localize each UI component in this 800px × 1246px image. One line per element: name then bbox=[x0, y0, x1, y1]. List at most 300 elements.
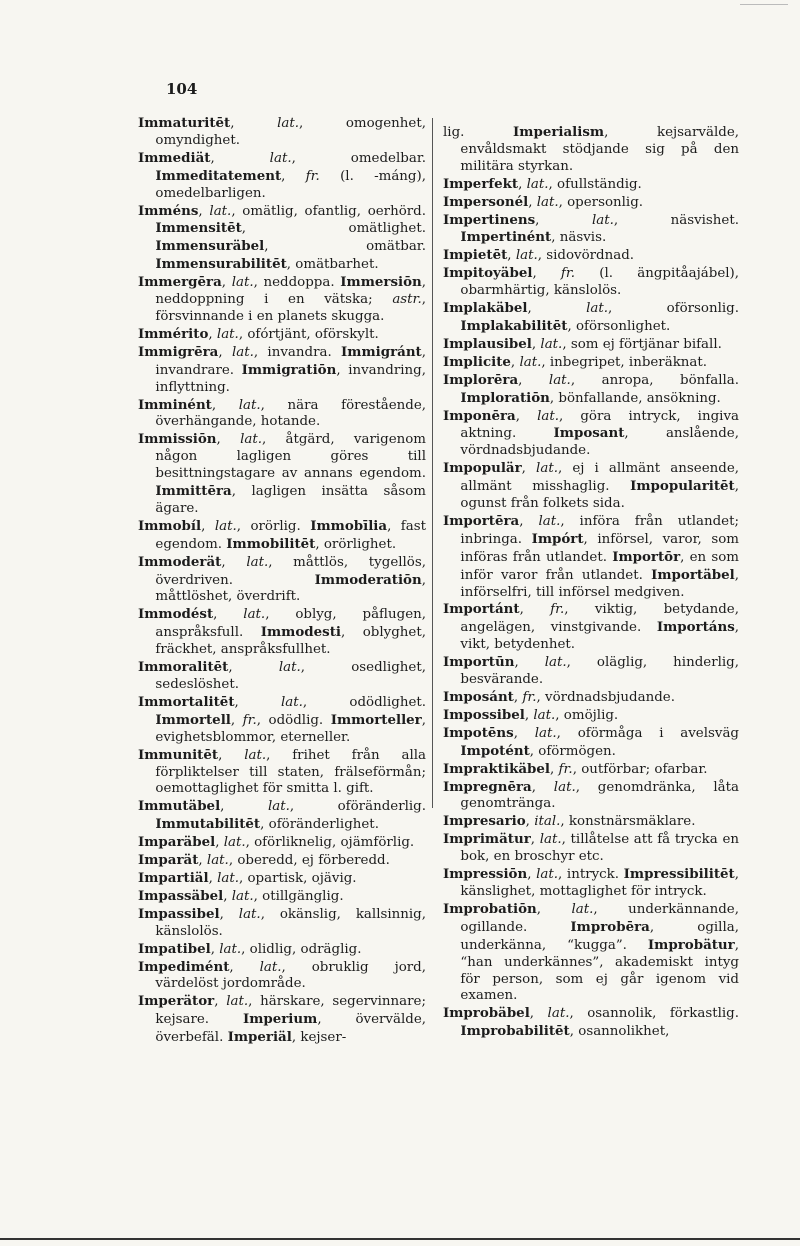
definition-text: , fast egendom. bbox=[155, 518, 426, 552]
headword: Immaturitēt bbox=[138, 115, 231, 131]
definition-text: , vördnadsbjudande. bbox=[536, 690, 675, 705]
definition-text: , ogunst från folkets sida. bbox=[460, 479, 739, 512]
definition-text: , bbox=[219, 906, 239, 922]
definition-text: , oföränderlighet. bbox=[260, 817, 379, 833]
definition-text: , oberedd, ej förberedd. bbox=[228, 853, 390, 869]
definition-text: , bbox=[510, 354, 520, 370]
headword: Impassibel bbox=[138, 905, 220, 922]
definition-text: , oläglig, hinderlig, besvärande. bbox=[460, 655, 739, 688]
language-label: lat. bbox=[231, 888, 254, 904]
headword: Implicite bbox=[443, 353, 511, 370]
definition-text: , opartisk, ojävig. bbox=[238, 870, 357, 886]
definition-text: , bbox=[536, 901, 572, 917]
dictionary-entry bbox=[138, 554, 426, 607]
language-label: lat. bbox=[277, 116, 299, 131]
definition-text: , bbox=[230, 116, 278, 131]
headword: Impersonél bbox=[443, 193, 529, 210]
language-label: lat. bbox=[571, 901, 594, 917]
language-label: lat. bbox=[217, 870, 239, 886]
definition-text: , känslighet, mottaglighet för intryck. bbox=[460, 867, 739, 899]
definition-text: , osannolik, förkastlig. bbox=[569, 1006, 739, 1022]
definition-text: , kejsarvälde, envåldsmakt stödjande sig på den militära styrkan. bbox=[460, 125, 739, 174]
dictionary-entry bbox=[138, 518, 426, 554]
definition-text: , bbox=[535, 212, 592, 228]
language-label: lat. bbox=[591, 212, 614, 228]
language-label: fr. bbox=[522, 690, 537, 705]
dictionary-entry bbox=[443, 176, 739, 194]
definition-text: , “han underkännes”, akademiskt intyg för person, som ej går igenom vid examen. bbox=[460, 937, 739, 1004]
headword: Imperiäl bbox=[227, 1029, 292, 1046]
dictionary-entry bbox=[138, 798, 426, 834]
definition-text: , evighetsblommor, eterneller. bbox=[155, 712, 426, 745]
definition-text: , bbox=[519, 602, 551, 618]
definition-text: , bbox=[218, 344, 232, 360]
headword: Impietēt bbox=[443, 247, 508, 264]
language-label: lat. bbox=[547, 1006, 570, 1022]
definition-text: , näsvis. bbox=[551, 230, 607, 246]
dictionary-entry bbox=[443, 813, 739, 831]
definition-text: , ej i allmänt anseende, allmänt misshaglig. bbox=[460, 461, 739, 495]
dictionary-entry bbox=[138, 606, 426, 659]
headword: Imperialism bbox=[513, 124, 605, 140]
headword: Imperium bbox=[242, 1011, 318, 1028]
definition-text: , kejser- bbox=[291, 1030, 347, 1046]
language-label: lat. bbox=[267, 799, 290, 815]
language-label: lat. bbox=[526, 176, 549, 192]
dictionary-entry bbox=[138, 344, 426, 397]
language-label: lat. bbox=[219, 941, 242, 957]
language-label: lat. bbox=[536, 461, 558, 477]
headword: Impassäbel bbox=[138, 887, 224, 904]
definition-text: , bbox=[524, 707, 534, 723]
headword: Implorēra bbox=[443, 371, 519, 388]
definition-text: , ogilla, underkänna, “kugga”. bbox=[460, 919, 739, 953]
definition-text: , intryck. bbox=[558, 867, 624, 883]
definition-text: , nära förestående, överhängande, hotande. bbox=[155, 397, 426, 430]
definition-text: , omätbarhet. bbox=[286, 257, 379, 273]
dictionary-entry bbox=[138, 747, 426, 799]
definition-text: , omöjlig. bbox=[555, 707, 619, 723]
definition-text: , bbox=[198, 203, 210, 219]
definition-text: , oblyghet, fräckhet, anspråksfullhet. bbox=[155, 625, 426, 658]
language-label: lat. bbox=[519, 354, 542, 370]
headword: Immittēra bbox=[155, 483, 232, 500]
dictionary-entry bbox=[138, 906, 426, 941]
headword: Imposánt bbox=[443, 689, 514, 705]
headword: Importánt bbox=[443, 601, 520, 618]
headword: Impatibel bbox=[138, 940, 211, 957]
headword: Immigratiōn bbox=[241, 361, 337, 378]
scan-bottom-edge bbox=[0, 1238, 800, 1240]
language-label: lat. bbox=[244, 747, 267, 763]
language-label: lat. bbox=[515, 248, 538, 264]
definition-text: , neddoppa. bbox=[253, 275, 341, 291]
language-label: lat. bbox=[231, 344, 254, 360]
headword: Immorteller bbox=[330, 711, 422, 728]
language-label: lat. bbox=[214, 518, 237, 534]
headword: Impotēns bbox=[443, 724, 514, 741]
headword: Immutäbel bbox=[138, 798, 221, 815]
headword: Implausibel bbox=[443, 335, 532, 352]
definition-text: , orörlighet. bbox=[315, 536, 397, 552]
headword: Immunitēt bbox=[138, 746, 219, 763]
headword: Improbäbel bbox=[443, 1005, 530, 1022]
language-label: lat. bbox=[553, 779, 576, 795]
definition-text: , vikt, betydenhet. bbox=[460, 620, 739, 653]
dictionary-entry bbox=[138, 274, 426, 326]
headword: Immortalitēt bbox=[138, 693, 235, 710]
definition-text: , åtgärd, varigenom någon lagligen göres till besittningstagare av annans egendom. bbox=[155, 432, 427, 482]
headword: Imposant bbox=[553, 425, 625, 442]
definition-text: , bönfallande, ansökning. bbox=[549, 390, 721, 406]
dictionary-entry bbox=[443, 124, 739, 176]
dictionary-entry bbox=[138, 397, 426, 432]
headword: Impertinens bbox=[443, 211, 536, 228]
definition-text: , bbox=[531, 779, 554, 795]
definition-text: , bbox=[513, 725, 535, 741]
definition-text: , bbox=[514, 655, 545, 671]
definition-text: , en som inför varor från utlandet. bbox=[460, 549, 739, 583]
headword: Immobilitēt bbox=[226, 535, 316, 552]
definition-text: , införsel, varor, som införas från utlandet. bbox=[460, 531, 739, 565]
language-label: lat. bbox=[533, 707, 556, 723]
definition-text: , odödlig. bbox=[256, 712, 331, 728]
headword: Impressiōn bbox=[443, 866, 528, 883]
dictionary-entry bbox=[443, 831, 739, 866]
definition-text: , bbox=[281, 168, 306, 184]
headword: Imploratiōn bbox=[460, 389, 550, 406]
definition-text: , bbox=[532, 266, 561, 282]
headword: Impartiäl bbox=[138, 869, 209, 886]
definition-text: , okänslig, kallsinnig, känslolös. bbox=[155, 906, 426, 939]
headword: Imméns bbox=[138, 202, 199, 219]
definition-text: , bbox=[228, 660, 279, 676]
language-label: lat. bbox=[240, 432, 262, 448]
language-label: lat. bbox=[246, 554, 269, 570]
dictionary-entry bbox=[443, 901, 739, 1005]
definition-text: , omogenhet, omyndighet. bbox=[155, 116, 426, 148]
definition-text: , underkännande, ogillande. bbox=[460, 901, 739, 935]
headword: Immoderatiōn bbox=[314, 571, 422, 588]
definition-text: , neddoppning i en vätska; bbox=[155, 275, 426, 308]
headword: Improbēra bbox=[570, 918, 650, 935]
headword: Implakäbel bbox=[443, 300, 528, 317]
headword: Improbätur bbox=[647, 936, 735, 953]
definition-text: , oförmåga i avelsväg bbox=[556, 725, 740, 741]
definition-text: , bbox=[518, 372, 549, 388]
dictionary-entry bbox=[443, 194, 739, 212]
headword: Improbatiōn bbox=[443, 900, 537, 917]
definition-text: , oförsonlighet. bbox=[567, 318, 671, 334]
language-label: lat. bbox=[536, 194, 559, 210]
definition-text: , bbox=[527, 867, 537, 883]
language-label: lat. bbox=[243, 607, 266, 623]
definition-text: , bbox=[527, 301, 587, 317]
dictionary-entry bbox=[443, 866, 739, 901]
headword: Importáns bbox=[656, 619, 735, 636]
headword: Imparät bbox=[138, 852, 199, 869]
definition-text: , bbox=[223, 888, 232, 904]
headword: Immensurabilitēt bbox=[155, 256, 287, 273]
definition-text: , lagligen insätta såsom ägare. bbox=[155, 484, 426, 516]
definition-text: , omätlig, ofantlig, oerhörd. bbox=[231, 203, 427, 219]
definition-text: , bbox=[230, 712, 243, 728]
dictionary-entry bbox=[138, 694, 426, 747]
language-label: fr. bbox=[558, 761, 573, 777]
definition-text: , bbox=[515, 408, 538, 424]
left-column bbox=[138, 115, 426, 1047]
dictionary-entry bbox=[138, 888, 426, 906]
definition-text: , ofórtjänt, oförskylt. bbox=[238, 326, 379, 342]
language-label: lat. bbox=[586, 301, 608, 317]
definition-text: , viktig, betydande, angelägen, vinstgivande. bbox=[460, 602, 739, 636]
language-label: fr. bbox=[305, 168, 320, 184]
definition-text: , bbox=[210, 941, 220, 957]
definition-text: , ofullständig. bbox=[548, 176, 642, 192]
language-label: fr. bbox=[560, 266, 576, 282]
headword: Imminént bbox=[138, 396, 212, 413]
headword: Imparäbel bbox=[138, 834, 216, 851]
headword: Immoderät bbox=[138, 553, 222, 570]
headword: Immutabilitēt bbox=[155, 816, 261, 833]
definition-text: , bbox=[507, 248, 516, 264]
language-label: lat. bbox=[226, 994, 249, 1010]
definition-text: , olidlig, odräglig. bbox=[241, 941, 362, 957]
language-label: fr. bbox=[550, 602, 565, 618]
definition-text: , omätlighet. bbox=[241, 221, 426, 237]
language-label: lat. bbox=[278, 660, 301, 676]
headword: Immersiōn bbox=[340, 274, 422, 291]
definition-text: , bbox=[519, 513, 539, 529]
headword: Importäbel bbox=[651, 566, 735, 583]
headword: Impopularitēt bbox=[630, 478, 735, 495]
definition-text: , bbox=[229, 959, 260, 975]
dictionary-entry bbox=[138, 870, 426, 888]
dictionary-entry bbox=[443, 601, 739, 654]
headword: Imprimätur bbox=[443, 831, 531, 848]
definition-text: , genomdränka, låta genomtränga. bbox=[460, 779, 740, 812]
language-label: lat. bbox=[231, 275, 254, 291]
definition-text: , bbox=[220, 799, 268, 815]
definition-text: , oblyg, påflugen, anspråksfull. bbox=[155, 607, 426, 641]
language-label: lat. bbox=[548, 372, 571, 388]
headword: Impraktikäbel bbox=[443, 760, 551, 777]
definition-text: , bbox=[518, 176, 527, 192]
headword: Immoralitēt bbox=[138, 659, 229, 676]
language-label: lat. bbox=[223, 835, 246, 851]
dictionary-entry bbox=[443, 372, 739, 408]
definition-text: , införselfri, till införsel medgiven. bbox=[460, 567, 739, 600]
headword: Immigrēra bbox=[138, 343, 219, 360]
headword: Impresario bbox=[443, 813, 526, 830]
definition-text: , oföränderlig. bbox=[289, 799, 426, 815]
dictionary-entry bbox=[443, 1005, 739, 1041]
definition-text: , bbox=[216, 432, 241, 448]
language-label: lat. bbox=[534, 725, 557, 741]
definition-text: , bbox=[234, 694, 282, 710]
headword: Immergēra bbox=[138, 274, 222, 291]
column-divider bbox=[432, 118, 433, 808]
definition-text: , anslående, vördnadsbjudande. bbox=[460, 426, 739, 459]
headword: Imperätor bbox=[138, 993, 215, 1010]
definition-text: , oförmögen. bbox=[529, 743, 616, 759]
headword: Immodést bbox=[138, 606, 214, 623]
headword: Impossibel bbox=[443, 706, 525, 723]
dictionary-entry bbox=[443, 336, 739, 354]
definition-text: , orörlig. bbox=[236, 518, 311, 534]
definition-text: , göra intryck, ingiva aktning. bbox=[460, 408, 739, 442]
dictionary-entry bbox=[138, 852, 426, 870]
definition-text: , konstnärsmäklare. bbox=[560, 814, 696, 830]
headword: Implakabilitēt bbox=[460, 317, 568, 334]
definition-text: , försvinnande i en planets skugga. bbox=[155, 292, 426, 324]
definition-text: , bbox=[221, 554, 247, 570]
headword: Importēra bbox=[443, 512, 520, 529]
definition-text: (l. ängpitåajábel), obarmhärtig, känslolös. bbox=[460, 266, 740, 299]
headword: Imperfekt bbox=[443, 175, 519, 192]
headword: Immérito bbox=[138, 325, 209, 342]
dictionary-entry bbox=[138, 959, 426, 994]
dictionary-entry bbox=[138, 834, 426, 852]
dictionary-entry bbox=[138, 431, 426, 518]
definition-text: , bbox=[201, 518, 215, 534]
language-label: lat. bbox=[259, 959, 282, 975]
definition-text: , som ej förtjänar bifall. bbox=[562, 336, 722, 352]
headword: Immensuräbel bbox=[155, 238, 265, 255]
definition-text: , oförliknelig, ojämförlig. bbox=[245, 835, 415, 851]
headword: Immediät bbox=[138, 149, 211, 166]
language-label: fr. bbox=[242, 712, 257, 728]
language-label: lat. bbox=[216, 326, 239, 342]
definition-text: , bbox=[208, 326, 217, 342]
definition-text: , invandring, inflyttning. bbox=[155, 362, 426, 395]
definition-text: , inbegripet, inberäknat. bbox=[541, 354, 708, 370]
headword: Impopulär bbox=[443, 460, 522, 477]
definition-text: , opersonlig. bbox=[558, 194, 644, 210]
definition-text: , omätbar. bbox=[264, 239, 426, 255]
language-label: lat. bbox=[544, 655, 567, 671]
definition-text: , invandrare. bbox=[155, 344, 427, 378]
definition-text: , osedlighet, sedeslöshet. bbox=[155, 660, 426, 692]
language-label: lat. bbox=[209, 203, 232, 219]
headword: Impregnēra bbox=[443, 778, 532, 795]
headword: Importūn bbox=[443, 654, 515, 671]
headword: Immissiōn bbox=[138, 431, 217, 448]
definition-text: , tillåtelse att få trycka en bok, en broschyr etc. bbox=[460, 832, 739, 865]
definition-text: , sidovördnad. bbox=[537, 248, 635, 264]
headword: Immobíl bbox=[138, 517, 202, 534]
headword: Immortell bbox=[155, 711, 231, 728]
headword: Immeditatement bbox=[155, 167, 282, 184]
definition-text: , bbox=[213, 607, 244, 623]
dictionary-entry bbox=[138, 659, 426, 694]
dictionary-entry bbox=[443, 707, 739, 725]
headword: Impitoyäbel bbox=[443, 265, 533, 282]
definition-text: , bbox=[529, 1006, 548, 1022]
scan-corner-mark bbox=[740, 4, 788, 5]
definition-text: , måttlös, tygellös, överdriven. bbox=[155, 554, 426, 588]
definition-text: , bbox=[215, 835, 224, 851]
definition-text: , måttlöshet, överdrift. bbox=[155, 572, 426, 605]
language-label: lat. bbox=[540, 336, 563, 352]
definition-text: , bbox=[525, 814, 535, 830]
definition-text: , övervälde, överbefäl. bbox=[155, 1012, 426, 1046]
headword: Impórt bbox=[531, 530, 584, 547]
definition-text: , bbox=[218, 747, 245, 763]
definition-text: , bbox=[521, 461, 537, 477]
language-label: lat. bbox=[539, 832, 562, 848]
definition-text: , outförbar; ofarbar. bbox=[572, 761, 708, 777]
dictionary-entry bbox=[443, 354, 739, 372]
headword: Imponēra bbox=[443, 407, 516, 424]
definition-text: (l. -máng), omedelbarligen. bbox=[155, 168, 426, 201]
language-label: astr. bbox=[392, 292, 422, 308]
dictionary-entry bbox=[443, 513, 739, 602]
definition-text: , bbox=[221, 275, 232, 291]
right-column bbox=[443, 124, 739, 1041]
language-label: ital. bbox=[534, 814, 561, 830]
language-label: lat. bbox=[538, 513, 561, 529]
definition-text: , omedelbar. bbox=[291, 150, 427, 166]
dictionary-entry bbox=[443, 300, 739, 336]
language-label: lat. bbox=[238, 906, 261, 922]
definition-text: , bbox=[198, 853, 207, 869]
definition-text: , osannolikhet, bbox=[569, 1024, 670, 1040]
definition-text: , oförsonlig. bbox=[607, 301, 740, 317]
dictionary-entry bbox=[443, 725, 739, 761]
definition-text: , införa från utlandet; inbringa. bbox=[460, 513, 740, 547]
definition-text: , frihet från alla förpliktelser till staten, frälseförmån; oemottaglighet för smitta l. gift. bbox=[155, 747, 427, 797]
language-label: lat. bbox=[269, 150, 292, 166]
dictionary-entry bbox=[138, 150, 426, 203]
dictionary-entry bbox=[443, 408, 739, 461]
language-label: lat. bbox=[281, 694, 303, 710]
definition-text: , bbox=[211, 397, 239, 413]
definition-text: , anropa, bönfalla. bbox=[570, 372, 739, 388]
dictionary-entry bbox=[443, 654, 739, 689]
headword: Impressibilitēt bbox=[623, 866, 735, 883]
definition-text: , bbox=[528, 194, 537, 210]
definition-text: , bbox=[550, 761, 559, 777]
headword: Immigránt bbox=[341, 343, 422, 360]
headword: Immensitēt bbox=[155, 220, 242, 237]
headword: Improbabilitēt bbox=[460, 1023, 570, 1040]
definition-text: , bbox=[208, 870, 218, 886]
dictionary-entry bbox=[443, 212, 739, 248]
definition-text: , härskare, segervinnare; kejsare. bbox=[155, 994, 426, 1028]
definition-text: , otillgänglig. bbox=[253, 888, 344, 904]
language-label: lat. bbox=[238, 397, 261, 413]
dictionary-entry bbox=[443, 689, 739, 707]
dictionary-entry bbox=[138, 326, 426, 344]
definition-text: , bbox=[214, 994, 227, 1010]
definition-text: , näsvishet. bbox=[613, 212, 739, 228]
dictionary-entry bbox=[138, 993, 426, 1047]
headword: Impotént bbox=[460, 742, 530, 759]
definition-text: , bbox=[530, 832, 540, 848]
definition-text: , bbox=[513, 690, 523, 705]
language-label: lat. bbox=[536, 867, 559, 883]
definition-text: , invandra. bbox=[253, 344, 342, 360]
headword: Immodesti bbox=[260, 624, 341, 641]
dictionary-entry bbox=[443, 265, 739, 300]
definition-text: , obruklig jord, värdelöst jordområde. bbox=[155, 959, 427, 992]
headword: Impedimént bbox=[138, 958, 230, 975]
language-label: lat. bbox=[537, 408, 559, 424]
definition-text: lig. bbox=[443, 125, 514, 140]
headword: Importōr bbox=[612, 548, 681, 565]
definition-text: , bbox=[210, 150, 270, 166]
